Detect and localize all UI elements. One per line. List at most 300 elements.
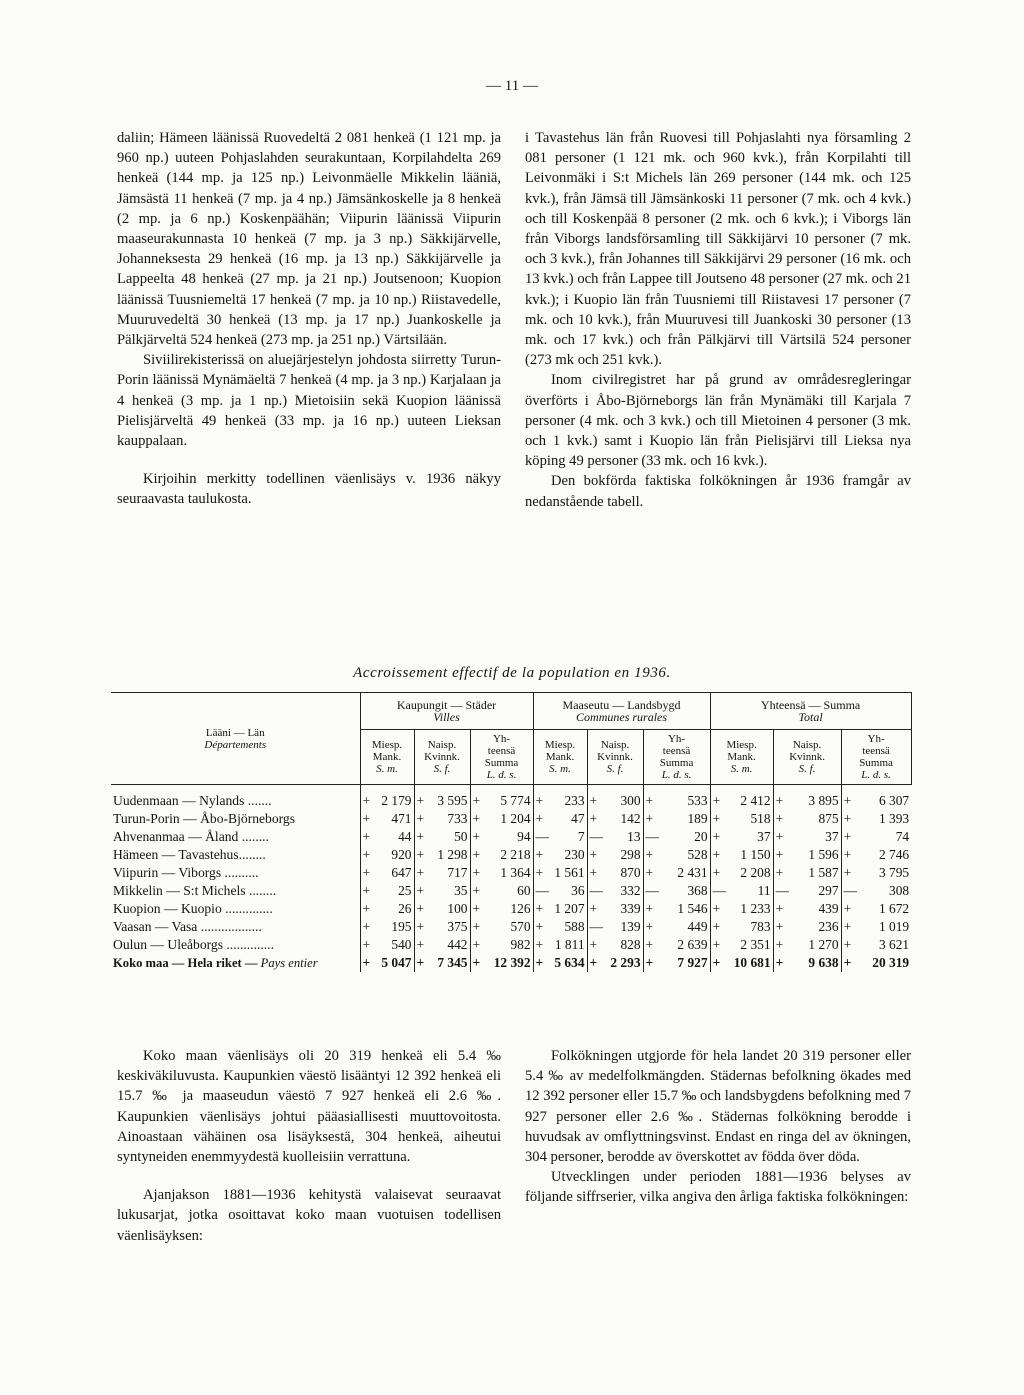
sign: +	[416, 937, 425, 952]
number: 647	[391, 865, 412, 880]
department-name: Uudenmaan — Nylands .......	[113, 793, 272, 808]
sign: +	[472, 829, 481, 844]
value-cell	[360, 846, 414, 864]
header-line: L. d. s.	[486, 769, 517, 781]
sign: +	[362, 937, 371, 952]
header-line: Summa	[659, 757, 694, 769]
value-cell	[710, 864, 773, 882]
total-label-fr: Pays entier	[260, 956, 318, 970]
value-cell	[414, 846, 470, 864]
value-cell	[470, 954, 533, 972]
number: 36	[571, 883, 585, 898]
sign: +	[472, 811, 481, 826]
department-name: Hämeen — Tavastehus........	[113, 847, 266, 862]
number: 375	[447, 919, 468, 934]
value-cell	[470, 918, 533, 936]
value-cell	[360, 900, 414, 918]
number: 297	[818, 883, 839, 898]
number: 588	[564, 919, 585, 934]
paragraph: Utvecklingen under perioden 1881—1936 belyses av följande siffrserier, vilka angiva den årliga faktiska folkökningen:	[525, 1169, 911, 1206]
number: 1 298	[437, 847, 468, 862]
value-cell	[587, 954, 643, 972]
sign: +	[645, 919, 654, 934]
number: 1 207	[554, 901, 585, 916]
value-cell	[360, 810, 414, 828]
number: 2 179	[381, 793, 412, 808]
number: 298	[620, 847, 641, 862]
number: 1 364	[500, 865, 531, 880]
group-title-fr: Communes rurales	[576, 710, 668, 724]
sign: +	[362, 793, 371, 808]
sign: +	[589, 847, 598, 862]
value-cell	[773, 936, 841, 954]
number: 2 746	[878, 847, 910, 862]
value-cell	[643, 936, 710, 954]
sign: +	[416, 793, 425, 808]
sign: +	[775, 829, 784, 844]
number: 2 351	[740, 937, 771, 952]
value-cell	[710, 785, 773, 811]
value-cell	[414, 900, 470, 918]
header-line: Naisp.	[427, 739, 457, 751]
number: 7 345	[437, 955, 468, 970]
sign: +	[712, 829, 721, 844]
number: 195	[391, 919, 412, 934]
department-name: Turun-Porin — Åbo-Björneborgs	[113, 811, 296, 826]
header-line: Mank.	[545, 751, 575, 763]
sign: +	[362, 883, 371, 898]
value-cell	[470, 936, 533, 954]
sign: —	[712, 883, 726, 898]
header-line: S. f.	[433, 763, 451, 775]
number: 1 233	[740, 901, 771, 916]
number: 439	[818, 901, 839, 916]
group-title: Yhteensä — Summa	[760, 698, 861, 712]
value-cell	[841, 828, 911, 846]
value-cell	[587, 846, 643, 864]
table-row	[111, 936, 911, 954]
value-cell	[360, 785, 414, 811]
value-cell	[470, 846, 533, 864]
number: 3 895	[808, 793, 839, 808]
sign: +	[416, 901, 425, 916]
value-cell	[533, 785, 587, 811]
sign: —	[775, 883, 789, 898]
number: 3 621	[878, 937, 910, 952]
header-line: Mank.	[372, 751, 402, 763]
sign: +	[775, 811, 784, 826]
group-title: Kaupungit — Städer	[396, 698, 497, 712]
department-name: Kuopion — Kuopio ..............	[113, 901, 273, 916]
number: 230	[564, 847, 585, 862]
sign: +	[416, 847, 425, 862]
number: 26	[398, 901, 412, 916]
number: 2 293	[610, 955, 641, 970]
sign: +	[362, 955, 371, 970]
sign: +	[535, 937, 544, 952]
value-cell	[533, 810, 587, 828]
population-increase-table	[111, 692, 912, 972]
sign: +	[775, 937, 784, 952]
number: 1 150	[740, 847, 771, 862]
sign: +	[712, 793, 721, 808]
number: 368	[687, 883, 708, 898]
sign: +	[589, 811, 598, 826]
department-header	[111, 693, 360, 785]
value-cell	[414, 828, 470, 846]
sign: +	[843, 937, 852, 952]
sign: +	[472, 865, 481, 880]
header-line: Mank.	[727, 751, 756, 763]
group-header-towns	[360, 693, 533, 730]
sign: +	[362, 919, 371, 934]
number: 5 774	[500, 793, 531, 808]
value-cell	[587, 785, 643, 811]
table-row	[111, 864, 911, 882]
table-row	[111, 918, 911, 936]
sign: +	[712, 955, 721, 970]
value-cell	[643, 882, 710, 900]
paragraph: Folkökningen utgjorde för hela landet 20 319 personer eller 5.4 ‰ av medelfolkmängden. Städernas befolkning ökades med 12 392 personer eller 15.7 ‰ och landsbygdens befolkning med 7 927 personer eller 2.6 ‰. Städernas folkökning berodde i huvudsak av omflyttningsvinst. Endast en ringa del av ökningen, 304 personer, berodde av överskottet av födda över döda.	[525, 1048, 911, 1166]
sign: +	[712, 811, 721, 826]
male-header	[710, 730, 773, 785]
paragraph: Kirjoihin merkitty todellinen väenlisäys v. 1936 näkyy seuraavasta taulukosta.	[117, 471, 501, 508]
sign: +	[843, 847, 852, 862]
value-cell	[841, 882, 911, 900]
header-line: teensä	[862, 745, 890, 757]
number: 717	[447, 865, 468, 880]
sign: +	[362, 865, 371, 880]
value-cell	[643, 900, 710, 918]
value-cell	[360, 918, 414, 936]
sign: —	[645, 829, 659, 844]
number: 442	[447, 937, 468, 952]
department-header-fr: Départements	[204, 738, 267, 751]
sign: +	[712, 847, 721, 862]
value-cell	[533, 882, 587, 900]
value-cell	[470, 810, 533, 828]
sign: +	[416, 955, 425, 970]
table-row	[111, 828, 911, 846]
sign: +	[775, 865, 784, 880]
sum-header	[841, 730, 911, 785]
value-cell	[533, 954, 587, 972]
value-cell	[414, 864, 470, 882]
value-cell	[360, 882, 414, 900]
swedish-text-bottom	[525, 1046, 911, 1208]
header-line: S. m.	[376, 763, 398, 775]
sign: +	[472, 919, 481, 934]
sign: +	[535, 793, 544, 808]
department-header-fi: Lääni — Län	[205, 726, 265, 739]
swedish-text-top	[525, 128, 911, 512]
value-cell	[710, 846, 773, 864]
header-line: Kvinnk.	[597, 751, 633, 763]
table-row	[111, 900, 911, 918]
sign: +	[712, 937, 721, 952]
number: 3 795	[878, 865, 910, 880]
number: 50	[454, 829, 468, 844]
header-line: S. f.	[606, 763, 624, 775]
sign: +	[362, 847, 371, 862]
sign: +	[472, 901, 481, 916]
sign: +	[535, 919, 544, 934]
value-cell	[414, 882, 470, 900]
header-line: Yh-	[867, 733, 885, 745]
number: 20	[694, 829, 708, 844]
number: 533	[687, 793, 708, 808]
sign: +	[645, 811, 654, 826]
number: 3 595	[437, 793, 468, 808]
group-title: Maaseutu — Landsbygd	[562, 698, 681, 712]
value-cell	[414, 785, 470, 811]
number: 1 596	[808, 847, 839, 862]
sign: +	[645, 901, 654, 916]
number: 100	[447, 901, 468, 916]
number: 44	[398, 829, 412, 844]
value-cell	[643, 785, 710, 811]
sign: +	[472, 955, 481, 970]
number: 37	[825, 829, 839, 844]
total-label: Koko maa — Hela riket —	[113, 956, 261, 970]
value-cell	[710, 936, 773, 954]
paragraph: Koko maan väenlisäys oli 20 319 henkeä eli 5.4 ‰ keskiväkiluvusta. Kaupunkien väestö lisääntyi 12 392 henkeä eli 15.7 ‰ ja maaseudun väestö 7 927 henkeä eli 2.6 ‰. Kaupunkien väenlisäys johtui pääasiallisesti muuttovoitosta. Ainoastaan vähäinen osa lisäyksestä, 304 henkeä, aiheutui syntyneiden enemmyydestä kuolleisiin verrattuna.	[117, 1048, 501, 1166]
female-header	[773, 730, 841, 785]
value-cell	[587, 900, 643, 918]
value-cell	[643, 954, 710, 972]
sign: +	[472, 793, 481, 808]
table-row	[111, 785, 911, 811]
value-cell	[587, 882, 643, 900]
value-cell	[533, 864, 587, 882]
value-cell	[643, 810, 710, 828]
number: 540	[391, 937, 412, 952]
sign: +	[843, 919, 852, 934]
number: 139	[620, 919, 641, 934]
number: 25	[398, 883, 412, 898]
number: 1 393	[878, 811, 910, 826]
sign: +	[362, 829, 371, 844]
total-row	[111, 954, 911, 972]
value-cell	[710, 828, 773, 846]
value-cell	[587, 918, 643, 936]
number: 5 047	[381, 955, 412, 970]
number: 733	[447, 811, 468, 826]
number: 142	[620, 811, 641, 826]
number: 7	[577, 829, 585, 844]
number: 2 208	[740, 865, 771, 880]
number: 982	[510, 937, 531, 952]
value-cell	[533, 900, 587, 918]
value-cell	[533, 828, 587, 846]
sign: +	[843, 865, 852, 880]
value-cell	[414, 918, 470, 936]
value-cell	[841, 936, 911, 954]
number: 1 561	[554, 865, 585, 880]
department-name: Viipurin — Viborgs ..........	[113, 865, 259, 880]
number: 2 639	[677, 937, 708, 952]
sign: —	[535, 883, 549, 898]
number: 189	[687, 811, 708, 826]
value-cell	[841, 900, 911, 918]
sign: +	[535, 811, 544, 826]
paragraph: Inom civilregistret har på grund av områdesregleringar överförts i Åbo-Björneborgs län från Mynämäki till Karjala 7 personer (4 mk. och 3 kvk.) och till Mietoinen 4 personer (3 mk. och 1 kvk.) samt i Kuopio län från Pielisjärvi till Lieksa nya köping 49 personer (33 mk. och 16 kvk.).	[525, 372, 911, 470]
department-name: Vaasan — Vasa ..................	[113, 919, 262, 934]
sign: —	[589, 829, 603, 844]
sign: +	[843, 811, 852, 826]
sign: +	[416, 865, 425, 880]
number: 570	[510, 919, 531, 934]
header-line: S. m.	[730, 763, 753, 775]
value-cell	[773, 828, 841, 846]
header-line: Miesp.	[371, 739, 403, 751]
header-line: Naisp.	[792, 739, 822, 751]
paragraph: Den bokförda faktiska folkökningen år 1936 framgår av nedanstående tabell.	[525, 473, 911, 510]
number: 870	[620, 865, 641, 880]
table-row	[111, 882, 911, 900]
value-cell	[587, 864, 643, 882]
value-cell	[470, 828, 533, 846]
value-cell	[414, 936, 470, 954]
value-cell	[360, 864, 414, 882]
sign: +	[416, 829, 425, 844]
number: 875	[818, 811, 839, 826]
number: 1 019	[878, 919, 910, 934]
header-line: S. f.	[798, 763, 816, 775]
value-cell	[710, 900, 773, 918]
number: 47	[571, 811, 585, 826]
value-cell	[773, 785, 841, 811]
number: 10 681	[733, 955, 771, 970]
sign: +	[589, 901, 598, 916]
number: 74	[895, 829, 910, 844]
page-number: — 11 —	[486, 78, 538, 94]
header-line: Kvinnk.	[789, 751, 825, 763]
value-cell	[533, 918, 587, 936]
finnish-text-top	[117, 128, 501, 510]
male-header	[360, 730, 414, 785]
value-cell	[773, 864, 841, 882]
number: 233	[564, 793, 585, 808]
value-cell	[773, 810, 841, 828]
value-cell	[773, 918, 841, 936]
sign: +	[775, 919, 784, 934]
finnish-text-bottom	[117, 1046, 501, 1246]
value-cell	[841, 864, 911, 882]
value-cell	[533, 936, 587, 954]
number: 449	[687, 919, 708, 934]
male-header	[533, 730, 587, 785]
value-cell	[773, 954, 841, 972]
paragraph: daliin; Hämeen läänissä Ruovedeltä 2 081 henkeä (1 121 mp. ja 960 np.) uuteen Pohjaslahden seurakuntaan, Korpilahdelta 269 henkeä (144 mp. ja 125 np.) Leivonmäelle Mikkelin lääniä, Jämsästä 11 henkeä (7 mp. ja 4 np.) Jämsänkoskelle ja 8 henkeä (2 mp. ja 6 np.) Koskenpäähän; Viipurin läänissä Viipurin maaseurakunnasta 10 henkeä (7 mp. ja 3 np.) Säkkijärvelle, Johanneksesta 29 henkeä (16 mp. ja 13 np.) Säkkijärvelle ja Lappeelta 48 henkeä (27 mp. ja 21 np.) Joutsenoon; Kuopion läänissä Tuusniemeltä 17 henkeä (7 mp. ja 10 np.) Riistavedelle, Muuruvedeltä 30 henkeä (13 mp. ja 17 np.) Juankoskelle ja Pälkjärveltä 524 henkeä (273 mp. ja 251 np.) Värtsilään.	[117, 130, 501, 349]
value-cell	[841, 954, 911, 972]
header-line: Miesp.	[726, 739, 757, 751]
sign: +	[843, 829, 852, 844]
header-line: Miesp.	[544, 739, 576, 751]
number: 920	[391, 847, 412, 862]
sign: +	[589, 793, 598, 808]
sign: +	[645, 793, 654, 808]
value-cell	[710, 918, 773, 936]
sign: +	[589, 865, 598, 880]
number: 471	[391, 811, 412, 826]
number: 1 672	[878, 901, 910, 916]
number: 6 307	[878, 793, 910, 808]
value-cell	[470, 882, 533, 900]
value-cell	[533, 846, 587, 864]
value-cell	[587, 828, 643, 846]
number: 1 204	[500, 811, 531, 826]
sign: +	[416, 919, 425, 934]
sign: +	[843, 793, 852, 808]
sign: +	[843, 901, 852, 916]
number: 2 412	[740, 793, 771, 808]
value-cell	[841, 918, 911, 936]
number: 1 587	[808, 865, 839, 880]
sign: +	[535, 847, 544, 862]
header-line: Yh-	[492, 733, 511, 745]
number: 11	[757, 883, 771, 898]
value-cell	[414, 810, 470, 828]
female-header	[587, 730, 643, 785]
sign: —	[589, 883, 603, 898]
number: 7 927	[677, 955, 708, 970]
paragraph: Ajanjakson 1881—1936 kehitystä valaisevat seuraavat lukusarjat, jotka osoittavat koko maan vuotuisen todellisen väenlisäyksen:	[117, 1187, 501, 1244]
number: 1 546	[677, 901, 708, 916]
value-cell	[710, 810, 773, 828]
number: 35	[454, 883, 468, 898]
paragraph: i Tavastehus län från Ruovesi till Pohjaslahti nya församling 2 081 personer (1 121 mk. och 960 kvk.), från Korpilahti till Leivonmäki i S:t Michels län 269 personer (144 mk. och 125 kvk.), från Jämsä till Jämsänkoski 11 personer (7 mk. och 4 kvk.) och till Koskenpää 8 personer (2 mk. och 6 kvk.); i Viborgs län från Viborgs landsförsamling till Säkkijärvi 10 personer (7 mk. och 3 kvk.), från Johannes till Säkkijärvi 29 personer (16 mk. och 13 kvk.) och från Lappee till Joutseno 48 personer (27 mk. och 21 kvk.); i Kuopio län från Tuusniemi till Riistavesi 17 personer (7 mk. och 10 kvk.), från Muuruvesi till Juankoski 30 personer (13 mk. och 17 kvk.) och från Pälkjärvi till Värtsilä 524 personer (273 mk och 251 kvk.).	[525, 130, 911, 369]
value-cell	[470, 900, 533, 918]
number: 518	[750, 811, 771, 826]
number: 339	[620, 901, 641, 916]
number: 300	[620, 793, 641, 808]
table-caption: Accroissement effectif de la population en 1936.	[353, 665, 671, 681]
number: 308	[889, 883, 910, 898]
value-cell	[841, 846, 911, 864]
sign: +	[712, 901, 721, 916]
value-cell	[643, 828, 710, 846]
number: 332	[620, 883, 641, 898]
sign: +	[589, 937, 598, 952]
header-line: Yh-	[667, 733, 686, 745]
sign: —	[843, 883, 857, 898]
sign: +	[775, 793, 784, 808]
sign: +	[775, 901, 784, 916]
value-cell	[414, 954, 470, 972]
number: 828	[620, 937, 641, 952]
number: 60	[517, 883, 531, 898]
sum-header	[470, 730, 533, 785]
sign: +	[416, 811, 425, 826]
value-cell	[360, 828, 414, 846]
group-header-rural	[533, 693, 710, 730]
header-line: S. m.	[549, 763, 571, 775]
value-cell	[841, 785, 911, 811]
value-cell	[470, 785, 533, 811]
sign: +	[472, 937, 481, 952]
female-header	[414, 730, 470, 785]
header-line: teensä	[487, 745, 516, 757]
paragraph: Siviilirekisterissä on aluejärjestelyn johdosta siirretty Turun-Porin läänissä Mynämäeltä 7 henkeä (4 mp. ja 3 np.) Karjalaan ja 4 henkeä (3 mp. ja 1 np.) Mietoisiin sekä Kuopion läänissä Pielisjärveltä 49 henkeä (33 mp. ja 16 np.) uuteen Lieksan kauppalaan.	[117, 352, 501, 450]
number: 20 319	[872, 955, 910, 970]
number: 528	[687, 847, 708, 862]
header-line: L. d. s.	[661, 769, 692, 781]
value-cell	[470, 864, 533, 882]
number: 2 218	[500, 847, 531, 862]
number: 9 638	[808, 955, 839, 970]
department-name: Mikkelin — S:t Michels ........	[113, 883, 277, 898]
